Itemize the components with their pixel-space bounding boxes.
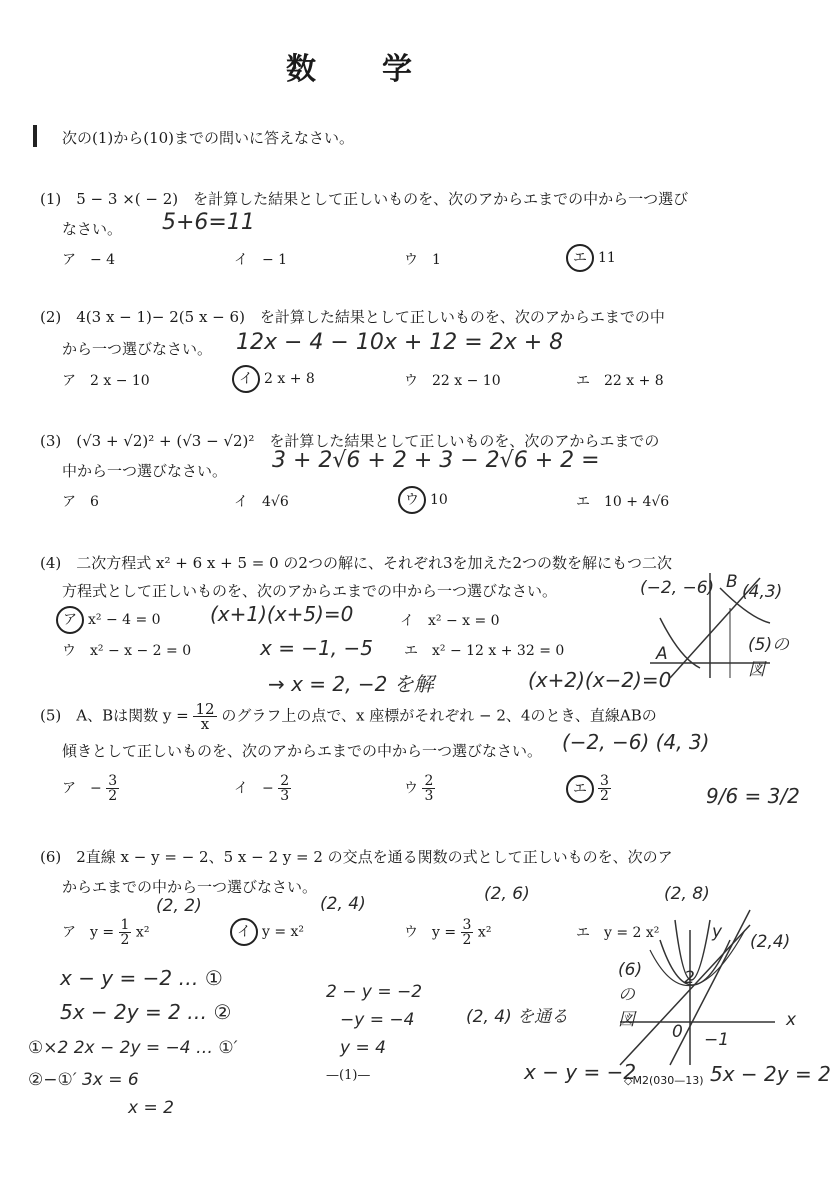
q5-frac-den: x	[200, 715, 210, 733]
q6-opt-c-num: 3	[462, 917, 472, 933]
q6-opt-a-frac	[119, 918, 132, 947]
q5-opt-c	[404, 774, 435, 803]
q2-opt-b	[232, 365, 315, 393]
q5-opt-a	[62, 774, 119, 803]
q1-opt-d-text: 11	[598, 250, 616, 266]
q5-opt-d-frac	[598, 774, 611, 803]
q5-opt-b-label: イ −	[234, 780, 274, 797]
q6-work-mid-3: y = 4	[340, 1038, 386, 1058]
q1-opt-c: ウ 1	[404, 252, 441, 268]
q6-line-b: 5x − 2y = 2	[710, 1062, 831, 1086]
q5-work-calc: 9/6 = 3/2	[706, 784, 800, 808]
q6-opt-b	[230, 918, 304, 946]
q2-circled-answer: イ	[232, 365, 260, 393]
q5-opt-b-num: 2	[280, 773, 290, 789]
q5-line1a: (5) A、Bは関数 y =	[40, 706, 189, 725]
q6-fig-y: y	[712, 922, 723, 942]
q6-fig-origin: 0	[672, 1022, 683, 1042]
q3-opt-a: ア 6	[62, 494, 99, 510]
q3-line1: (3) (√3 + √2)² + (√3 − √2)² を計算した結果として正しいものを、次のアからエまでの	[40, 432, 660, 450]
q1-circled-answer: エ	[566, 244, 594, 272]
q4-fig-pt4: A	[656, 644, 668, 664]
q4-work4: (x+2)(x−2)=0	[528, 668, 672, 692]
q5-work: (−2, −6) (4, 3)	[562, 730, 710, 754]
q5-opt-a-den: 2	[108, 788, 118, 804]
q5-opt-b-den: 3	[280, 788, 290, 804]
q6-fig-label: (6)の図	[618, 960, 643, 1030]
q6-opt-a-label: ア y =	[62, 924, 115, 941]
q6-work-mid-2: −y = −4	[340, 1010, 415, 1030]
q4-work3: → x = 2, −2 を解	[268, 672, 434, 696]
q6-opt-c-label: ウ y =	[404, 924, 457, 941]
q2-work: 12x − 4 − 10x + 12 = 2x + 8	[236, 330, 564, 355]
q3-opt-c-text: 10	[430, 492, 448, 508]
q6-opt-c-den: 2	[462, 932, 472, 948]
q6-fig-x: x	[786, 1010, 797, 1030]
q5-opt-c-label: ウ	[404, 780, 418, 797]
exam-code: ◇M2(030—13)	[624, 1074, 704, 1087]
q2-opt-a: ア 2 x − 10	[62, 373, 150, 389]
q5-opt-a-frac	[106, 774, 119, 803]
page-number: —(1)—	[326, 1068, 371, 1083]
q3-opt-b: イ 4√6	[234, 494, 289, 510]
q6-opt-a-tail: x²	[135, 924, 150, 941]
q2-opt-d: エ 22 x + 8	[576, 373, 664, 389]
q6-opt-d: エ y = 2 x²	[576, 925, 660, 941]
q1-line2: なさい。	[62, 220, 123, 238]
q4-opt-c: ウ x² − x − 2 = 0	[62, 643, 192, 659]
q5-opt-c-den: 3	[424, 788, 434, 804]
q5-frac-num: 12	[195, 700, 215, 718]
q4-line2: 方程式として正しいものを、次のアからエまでの中から一つ選びなさい。	[62, 582, 558, 600]
q6-pt1: (2, 2)	[156, 896, 202, 916]
instruction: 次の(1)から(10)までの問いに答えなさい。	[62, 129, 355, 147]
q6-pt3: (2, 6)	[484, 884, 530, 904]
q4-fig-pt3: (4,3)	[742, 582, 783, 602]
q5-opt-b	[234, 774, 291, 803]
q3-opt-d: エ 10 + 4√6	[576, 494, 670, 510]
q1-opt-b: イ − 1	[234, 252, 288, 268]
q6-fig-2: 2	[684, 968, 695, 988]
q6-work-4: ②−①′ 3x = 6	[28, 1070, 139, 1090]
section-marker	[33, 125, 37, 147]
q5-line1	[40, 702, 657, 731]
q5-opt-c-frac	[422, 774, 435, 803]
q4-fig-pt2: B	[726, 572, 738, 592]
q4-fig-pt1: (−2, −6)	[640, 578, 715, 598]
q4-circled-answer: ア	[56, 606, 84, 634]
q5-frac	[193, 702, 216, 731]
q3-opt-c	[398, 486, 448, 514]
q4-opt-d: エ x² − 12 x + 32 = 0	[404, 643, 565, 659]
q5-opt-d-den: 2	[600, 788, 609, 804]
q5-opt-a-num: 3	[108, 773, 118, 789]
q6-opt-c-frac	[461, 918, 474, 947]
q1-work: 5+6=11	[162, 210, 255, 235]
q6-fig-m1: −1	[704, 1030, 730, 1050]
q6-opt-b-text: y = x²	[262, 924, 305, 940]
q6-work-5: x = 2	[128, 1098, 174, 1118]
q3-circled-answer: ウ	[398, 486, 426, 514]
q6-work-mid-1: 2 − y = −2	[326, 982, 423, 1002]
q5-circled-answer: エ	[566, 775, 594, 803]
q4-opt-a	[56, 606, 161, 634]
q5-opt-b-frac	[278, 774, 291, 803]
q3-line2: 中から一つ選びなさい。	[62, 462, 228, 480]
q6-line1: (6) 2直線 x − y = − 2、5 x − 2 y = 2 の交点を通る関数の式として正しいものを、次のア	[40, 848, 673, 866]
q4-opt-b: イ x² − x = 0	[400, 613, 500, 629]
q1-line1: (1) 5 − 3 ×( − 2) を計算した結果として正しいものを、次のアからエまでの中から一つ選び	[40, 190, 689, 208]
q6-opt-a-num: 1	[120, 917, 130, 933]
q5-line1b: のグラフ上の点で、x 座標がそれぞれ − 2、4のとき、直線ABの	[221, 706, 657, 725]
q4-line1: (4) 二次方程式 x² + 6 x + 5 = 0 の2つの解に、それぞれ3を加えた2つの数を解にもつ二次	[40, 554, 673, 572]
q2-opt-b-text: 2 x + 8	[264, 371, 315, 387]
q6-opt-c	[404, 918, 491, 947]
q6-work-1: x − y = −2 … ①	[60, 966, 223, 990]
q6-pt4: (2, 8)	[664, 884, 710, 904]
q4-opt-a-text: x² − 4 = 0	[88, 612, 161, 628]
q5-opt-d	[566, 774, 611, 803]
q6-opt-a	[62, 918, 149, 947]
q5-opt-d-num: 3	[600, 773, 609, 789]
q4-work2: x = −1, −5	[260, 636, 373, 660]
q2-line2: から一つ選びなさい。	[62, 340, 213, 358]
q4-work1: (x+1)(x+5)=0	[210, 602, 354, 626]
q6-pt2: (2, 4)	[320, 894, 366, 914]
q6-line2: からエまでの中から一つ選びなさい。	[62, 878, 318, 896]
q2-opt-c: ウ 22 x − 10	[404, 373, 501, 389]
q6-work-right: (2, 4) を通る	[466, 1007, 569, 1027]
q5-line2: 傾きとして正しいものを、次のアからエまでの中から一つ選びなさい。	[62, 742, 543, 760]
q5-opt-c-num: 2	[424, 773, 434, 789]
q2-line1: (2) 4(3 x − 1)− 2(5 x − 6) を計算した結果として正しいものを、次のアからエまでの中	[40, 308, 665, 326]
q1-opt-d	[566, 244, 616, 272]
q6-work-3: ①×2 2x − 2y = −4 … ①′	[28, 1038, 238, 1058]
q1-opt-a: ア − 4	[62, 252, 116, 268]
q6-fig-pt: (2,4)	[750, 932, 791, 952]
q5-opt-a-label: ア −	[62, 780, 102, 797]
q6-opt-c-tail: x²	[477, 924, 492, 941]
q6-opt-a-den: 2	[120, 932, 130, 948]
q6-line-a: x − y = −2	[524, 1060, 637, 1084]
q4-fig-label: (5)の図	[748, 635, 790, 680]
q6-circled-answer: イ	[230, 918, 258, 946]
q6-work-2: 5x − 2y = 2 … ②	[60, 1000, 232, 1024]
page-title: 数 学	[286, 52, 414, 87]
q3-work: 3 + 2√6 + 2 + 3 − 2√6 + 2 =	[272, 448, 600, 473]
